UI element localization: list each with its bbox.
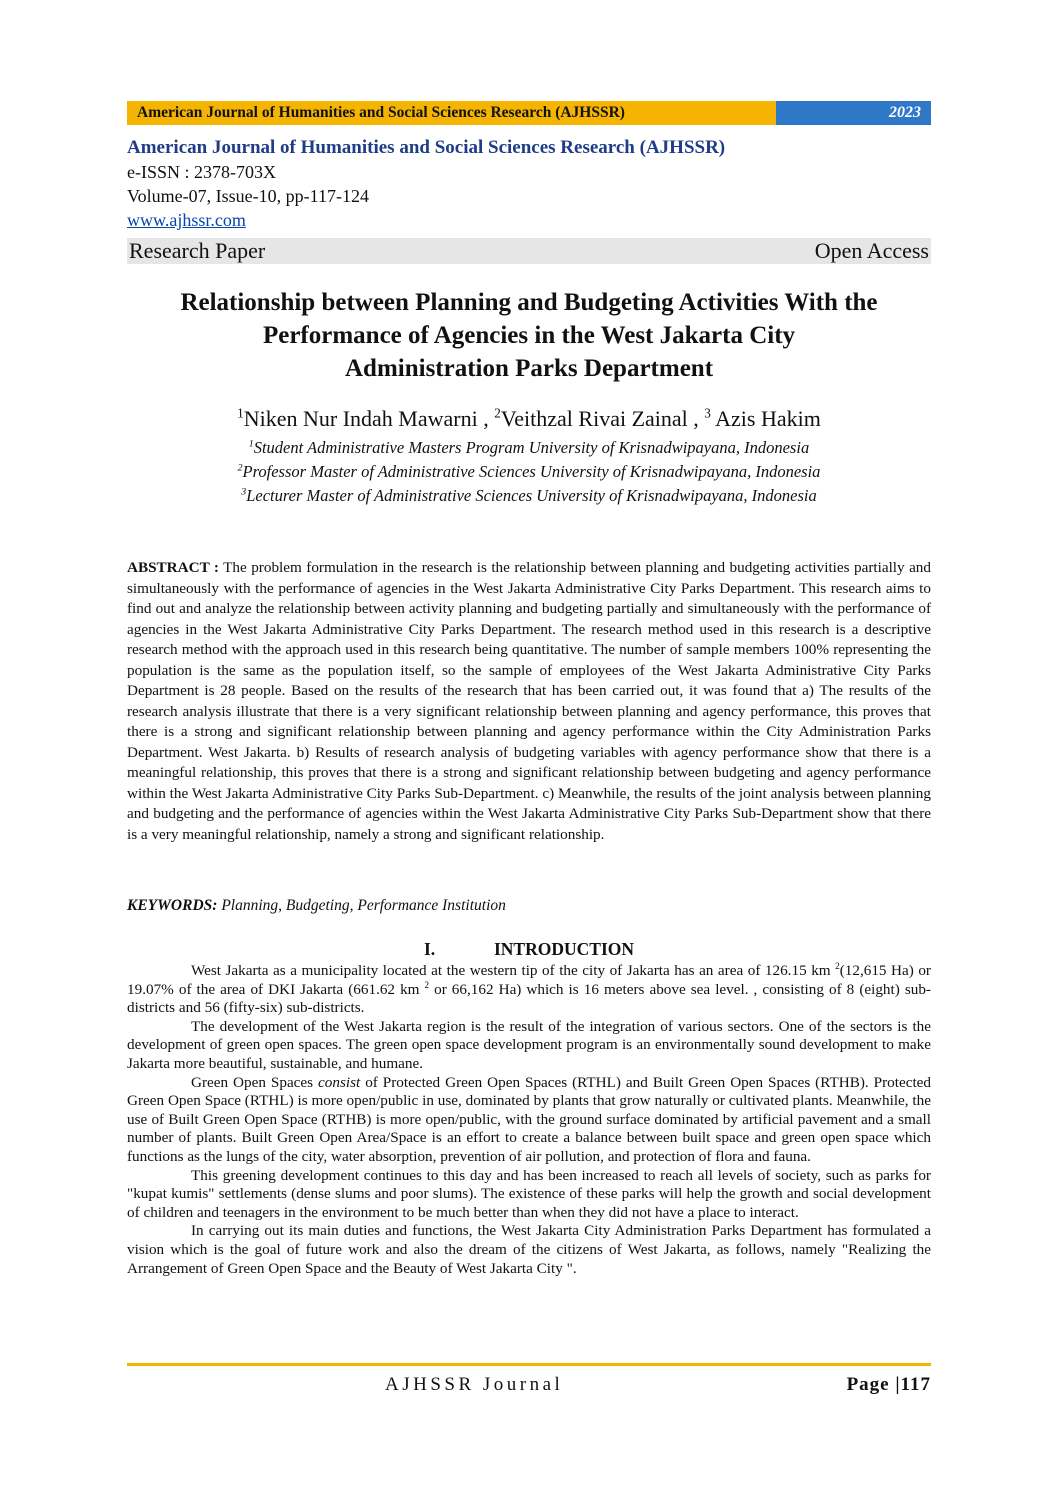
section-title: INTRODUCTION <box>493 939 635 959</box>
journal-bar-title: American Journal of Humanities and Social Sciences Research (AJHSSR) <box>127 101 776 125</box>
affiliation-sup: 1 <box>248 438 254 450</box>
text: of Protected Green Open Spaces (RTHL) and Built Green Open Spaces (RTHB). Protected Green Open Space (RTHL) is more open/public in use, dominated by plants that grow naturally or cultivated plants. Meanwhile, the use of Built Green Open Space (RTHB) is more open/public, with the ground surface dominated by artificial pavement and a small number of plants. Built Green Open Area/Space is an effort to create a balance between built space and green open space which functions as the lungs of the city, water absorption, prevention of air pollution, and protection of flora and fauna. <box>127 1073 931 1165</box>
paragraph: The development of the West Jakarta region is the result of the integration of various sectors. One of the sectors is the development of green open spaces. The green open space development program is an environmentally sound development to make Jakarta more beautiful, sustainable, and humane. <box>127 1017 931 1072</box>
paper-title <box>110 286 948 385</box>
volume-issue: Volume-07, Issue-10, pp-117-124 <box>127 186 369 206</box>
paper-type: Research Paper <box>129 238 266 263</box>
author-sup: 3 <box>704 405 711 421</box>
paragraph: This greening development continues to this day and has been increased to reach all levels of society, such as parks for "kupat kumis" settlements (dense slums and poor slums). The existence of these parks will help the growth and social development of children and teenagers in the environment to be much better than when they did not have a place to interact. <box>127 1166 931 1221</box>
affiliation-list <box>127 436 931 508</box>
paragraph: In carrying out its main duties and functions, the West Jakarta City Administration Parks Department has formulated a vision which is the goal of future work and also the dream of the citizens of West Jakarta, as follows, namely "Realizing the Arrangement of Green Open Space and the Beauty of West Jakarta City ". <box>127 1222 931 1277</box>
affiliation-text: Professor Master of Administrative Sciences University of Krisnadwipayana, Indonesia <box>242 462 821 481</box>
journal-header-bar <box>127 101 931 125</box>
paragraph <box>127 962 931 1018</box>
affiliation-sup: 3 <box>241 486 247 498</box>
keywords-label: KEYWORDS: <box>127 897 218 914</box>
superscript: 2 <box>424 979 430 990</box>
journal-name: American Journal of Humanities and Social Sciences Research (AJHSSR) <box>127 137 726 158</box>
page-footer <box>127 1374 931 1396</box>
abstract-text: The problem formulation in the research is the relationship between planning and budgeting activities partially and simultaneously with the performance of agencies in the West Jakarta Administrative City Parks Department. This research aims to find out and analyze the relationship between activity planning and budgeting partially and simultaneously with the performance of agencies in the West Jakarta Administrative City Parks Department. The research method used in this research is a descriptive research method with the approach used in this research being quantitative. The number of sample members 100% representing the population is the same as the population itself, so the sample of employees of the West Jakarta Administrative City Parks Department is 28 people. Based on the results of the research that has been carried out, it was found that a) The results of the research analysis illustrate that there is a very significant relationship between planning and agency performance, this proves that there is a strong and significant relationship between planning and agency performance within the City Administration Parks Department. West Jakarta. b) Results of research analysis of budgeting variables with agency performance show that there is a meaningful relationship, this proves that there is a strong and significant relationship between budgeting and agency performance within the West Jakarta Administrative City Parks Sub-Department. c) Meanwhile, the results of the joint analysis between planning and budgeting and the performance of agencies within the West Jakarta Administrative City Parks Sub-Department show that there is a very meaningful relationship, namely a strong and significant relationship. <box>127 559 931 843</box>
affiliation-text: Student Administrative Masters Program University of Krisnadwipayana, Indonesia <box>253 438 810 457</box>
issn: e-ISSN : 2378-703X <box>127 162 276 182</box>
affiliation-sup: 2 <box>237 462 243 474</box>
affiliation <box>127 460 931 484</box>
abstract <box>127 558 931 845</box>
title-line: Performance of Agencies in the West Jakarta City <box>262 322 796 349</box>
section-heading <box>127 938 931 960</box>
text: (12,615 Ha) or 19.07% of the area of DKI Jakarta (661.62 km <box>127 962 931 998</box>
abstract-label: ABSTRACT : <box>127 559 219 576</box>
keywords-text: Planning, Budgeting, Performance Institution <box>217 897 506 914</box>
paper-type-bar <box>127 238 931 264</box>
author-sup: 1 <box>237 405 244 421</box>
text: Green Open Spaces <box>191 1073 319 1091</box>
section-number: I. <box>423 939 436 959</box>
affiliation <box>127 484 931 508</box>
keywords <box>127 897 931 915</box>
introduction-body <box>127 962 931 1278</box>
footer-journal: AJHSSR Journal <box>385 1374 564 1395</box>
affiliation-text: Lecturer Master of Administrative Sciences University of Krisnadwipayana, Indonesia <box>246 486 817 505</box>
access-type: Open Access <box>814 238 929 263</box>
superscript: 2 <box>835 960 840 971</box>
affiliation <box>127 436 931 460</box>
author-name: Niken Nur Indah Mawarni , <box>243 406 489 431</box>
journal-bar-year: 2023 <box>776 101 931 125</box>
italic-text: consist <box>318 1073 361 1091</box>
paragraph <box>127 1074 931 1167</box>
title-line: Relationship between Planning and Budgeting Activities With the <box>180 289 878 316</box>
author-list <box>127 404 931 434</box>
author-sup: 2 <box>494 405 501 421</box>
title-line: Administration Parks Department <box>344 355 714 382</box>
journal-meta <box>127 136 931 232</box>
text: West Jakarta as a municipality located at the western tip of the city of Jakarta has an area of 126.15 km <box>191 962 836 979</box>
footer-rule <box>127 1363 931 1366</box>
website-link[interactable]: www.ajhssr.com <box>127 210 246 230</box>
text: or 66,162 Ha) which is 16 meters above sea level. , consisting of 8 (eight) sub-districts and 56 (fifty-six) sub-districts. <box>127 980 931 1017</box>
page-number: Page |117 <box>846 1374 931 1395</box>
author-name: Azis Hakim <box>710 406 821 431</box>
author-name: Veithzal Rivai Zainal , <box>500 406 699 431</box>
